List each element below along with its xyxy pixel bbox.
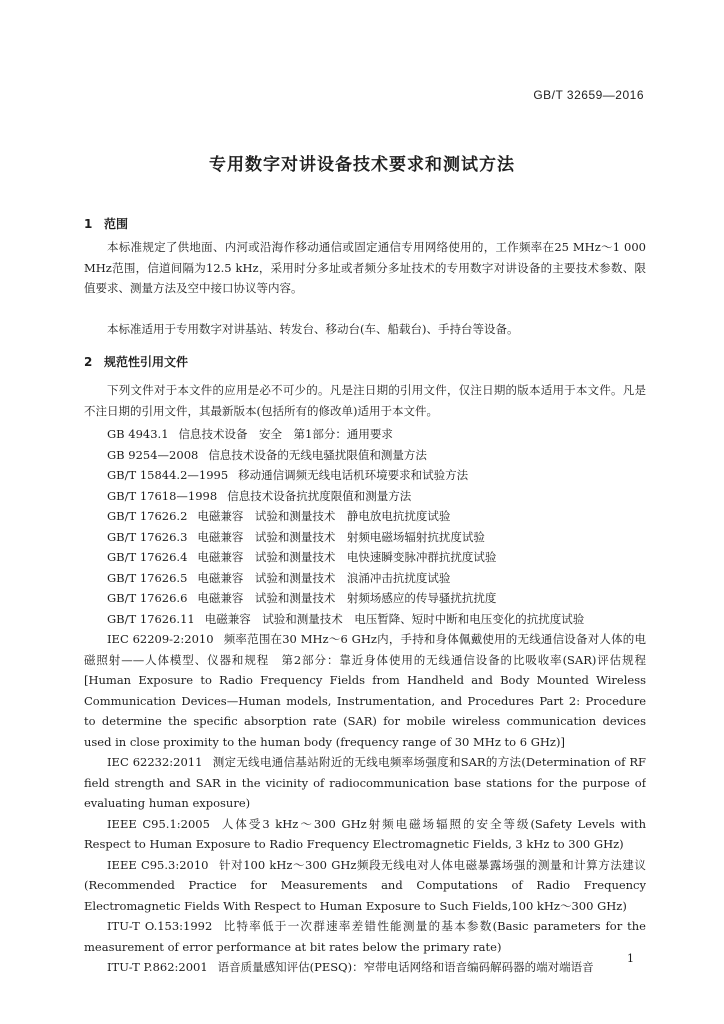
standard-number: GB/T 32659—2016 xyxy=(533,88,644,102)
reference-title: 移动通信调频无线电话机环境要求和试验方法 xyxy=(238,468,469,482)
reference-item xyxy=(84,424,646,445)
reference-title: 比特率低于一次群速率差错性能测量的基本参数(Basic parameters for the measurement of error performance at bit rates below the primary rate) xyxy=(84,919,646,954)
reference-title: 测定无线电通信基站附近的无线电频率场强度和SAR的方法(Determination of RF field strength and SAR in the vicinity of radiocommunication base stations for the purpose of evaluating human exposure) xyxy=(84,755,646,810)
reference-code: GB/T 15844.2—1995 xyxy=(107,468,229,482)
scope-applicability-paragraph: 本标准适用于专用数字对讲基站、转发台、移动台(车、船载台)、手持台等设备。 xyxy=(107,322,519,336)
reference-item xyxy=(84,547,646,568)
reference-title: 电磁兼容 试验和测量技术 电压暂降、短时中断和电压变化的抗扰度试验 xyxy=(204,611,585,626)
reference-item xyxy=(84,609,646,630)
reference-item xyxy=(84,445,646,466)
document-title: 专用数字对讲设备技术要求和测试方法 xyxy=(209,155,515,175)
reference-item xyxy=(84,588,646,609)
reference-code: IEEE C95.3:2010 xyxy=(107,857,209,872)
section-number: 1 xyxy=(84,217,93,231)
reference-title: 信息技术设备 安全 第1部分：通用要求 xyxy=(178,427,393,441)
reference-title: 语音质量感知评估(PESQ)：窄带电话网络和语音编码解码器的端对端语音 xyxy=(217,960,594,974)
reference-code: GB/T 17626.3 xyxy=(107,529,188,544)
reference-code: IEC 62209-2:2010 xyxy=(107,632,214,646)
section-2-heading xyxy=(84,353,188,370)
reference-item xyxy=(84,629,646,752)
reference-code: IEEE C95.1:2005 xyxy=(107,816,210,831)
reference-item xyxy=(84,527,646,548)
reference-title: 针对100 kHz～300 GHz频段无线电对人体电磁暴露场强的测量和计算方法建议(Recommended Practice for Measurements and Computations of Radio Frequency Electromagnetic Fields With Respect to Human Exposure to Such Fields,100 kHz～300 GHz) xyxy=(84,857,646,913)
reference-code: GB/T 17626.6 xyxy=(107,591,188,605)
reference-code: ITU-T O.153:1992 xyxy=(107,919,213,933)
section-title: 范围 xyxy=(104,217,129,231)
reference-title: 人体受3 kHz～300 GHz射频电磁场辐照的安全等级(Safety Levels with Respect to Human Exposure to Radio Frequency Electromagnetic Fields, 3 kHz to 300 GHz) xyxy=(84,816,646,851)
reference-code: GB/T 17626.11 xyxy=(107,611,195,626)
section-title: 规范性引用文件 xyxy=(104,355,189,369)
reference-code: GB/T 17626.5 xyxy=(107,570,188,585)
reference-title: 电磁兼容 试验和测量技术 射频场感应的传导骚扰抗扰度 xyxy=(197,591,497,605)
reference-code: GB/T 17626.4 xyxy=(107,550,188,564)
reference-code: IEC 62232:2011 xyxy=(107,755,203,769)
section-number: 2 xyxy=(84,355,93,369)
reference-title: 电磁兼容 试验和测量技术 射频电磁场辐射抗扰度试验 xyxy=(197,529,485,544)
reference-item xyxy=(84,486,646,507)
scope-paragraph: 本标准规定了供地面、内河或沿海作移动通信或固定通信专用网络使用的，工作频率在25 MHz～1 000 MHz范围，信道间隔为12.5 kHz，采用时分多址或者频分多址技术的专用数字对讲设备的主要技术参数、限值要求、测量方法及空中接口协议等内容。 xyxy=(84,240,646,295)
reference-title: 信息技术设备抗扰度限值和测量方法 xyxy=(227,488,412,503)
reference-code: GB/T 17618—1998 xyxy=(107,488,218,503)
reference-code: GB 4943.1 xyxy=(107,427,169,441)
reference-title: 电磁兼容 试验和测量技术 电快速瞬变脉冲群抗扰度试验 xyxy=(197,550,497,564)
references-intro-paragraph: 下列文件对于本文件的应用是必不可少的。凡是注日期的引用文件，仅注日期的版本适用于本文件。凡是不注日期的引用文件，其最新版本(包括所有的修改单)适用于本文件。 xyxy=(84,383,646,418)
reference-title: 电磁兼容 试验和测量技术 浪涌冲击抗扰度试验 xyxy=(197,570,451,585)
reference-item xyxy=(84,814,646,855)
reference-item xyxy=(84,957,646,978)
page-number: 1 xyxy=(627,952,634,965)
reference-title: 信息技术设备的无线电骚扰限值和测量方法 xyxy=(208,447,427,462)
section-1-heading xyxy=(84,215,128,232)
reference-item xyxy=(84,506,646,527)
reference-item xyxy=(84,568,646,589)
reference-item xyxy=(84,916,646,957)
reference-code: GB 9254—2008 xyxy=(107,447,199,462)
reference-item xyxy=(84,465,646,486)
reference-item xyxy=(84,752,646,814)
reference-title: 电磁兼容 试验和测量技术 静电放电抗扰度试验 xyxy=(197,509,451,523)
reference-list xyxy=(84,424,646,978)
reference-code: GB/T 17626.2 xyxy=(107,509,188,523)
reference-code: ITU-T P.862:2001 xyxy=(107,960,208,974)
reference-item xyxy=(84,855,646,917)
reference-title: 频率范围在30 MHz～6 GHz内，手持和身体佩戴使用的无线通信设备对人体的电磁照射——人体模型、仪器和规程 第2部分：靠近身体使用的无线通信设备的比吸收率(SAR)评估规程[Human Exposure to Radio Frequency Fields from Handheld and Body Mounted Wireless Communication Devices—Human models, Instrumentation, and Procedures Part 2: Procedure to determine the specific absorption rate (SAR) for mobile wireless communication devices used in close proximity to the human body (frequency range of 30 MHz to 6 GHz)] xyxy=(84,632,646,749)
